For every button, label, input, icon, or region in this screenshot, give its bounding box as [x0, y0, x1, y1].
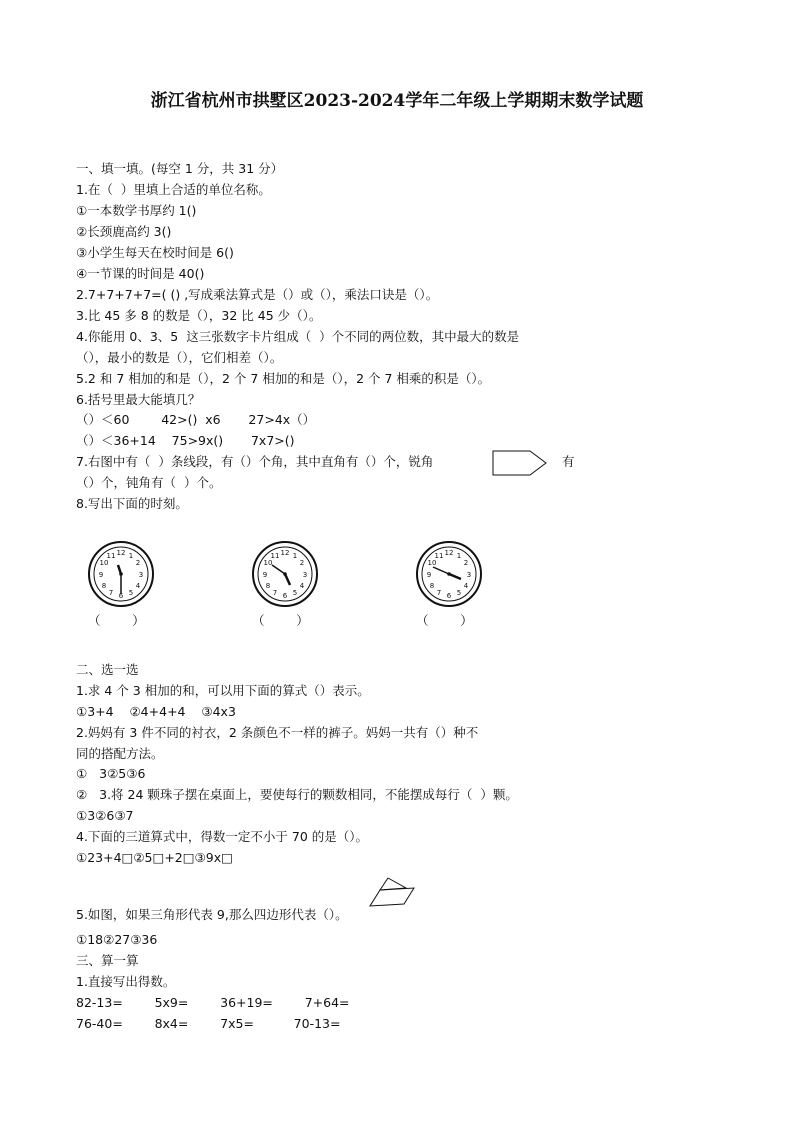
section-1-header: 一、填一填。(每空 1 分，共 31 分）	[76, 161, 284, 176]
page-title: 浙江省杭州市拱墅区2023-2024学年二年级上学期期末数学试题	[150, 91, 644, 111]
svg-text:12: 12	[280, 549, 290, 557]
section-3-header: 三、算一算	[76, 953, 139, 968]
question-line: ②长颈鹿高约 3()	[76, 224, 172, 239]
question-line: （）＜60 42>() x6 27>4x（）	[76, 412, 316, 427]
question-line: ② 3.将 24 颗珠子摆在桌面上，要使每行的颗数相同，不能摆成每行（ ）颗。	[76, 787, 518, 802]
question-line: 4.下面的三道算式中，得数一定不小于 70 的是（）。	[76, 829, 369, 844]
question-line: ①一本数学书厚约 1()	[76, 203, 197, 218]
svg-text:12: 12	[116, 549, 126, 557]
triangle-parallelogram-figure	[368, 876, 418, 914]
question-line: （）个，钝角有（ ）个。	[76, 475, 222, 490]
question-line: 5.如图，如果三角形代表 9,那么四边形代表（）。	[76, 907, 348, 922]
question-line: （），最小的数是（），它们相差（）。	[76, 350, 283, 365]
question-line: 8.写出下面的时刻。	[76, 496, 188, 511]
question-line: 1.求 4 个 3 相加的和，可以用下面的算式（）表示。	[76, 683, 370, 698]
svg-text:1: 1	[456, 552, 462, 560]
svg-text:6: 6	[446, 592, 452, 600]
question-line: 7.右图中有（ ）条线段，有（）个角，其中直角有（）个，锐角	[76, 454, 434, 469]
svg-text:8: 8	[101, 582, 107, 590]
svg-text:10: 10	[99, 559, 109, 567]
svg-text:5: 5	[456, 589, 462, 597]
question-line: 3.比 45 多 8 的数是（），32 比 45 少（）。	[76, 308, 322, 323]
svg-text:9: 9	[262, 571, 268, 579]
question-line-tail: 有	[562, 454, 575, 469]
question-line: 1.在（ ）里填上合适的单位名称。	[76, 182, 271, 197]
svg-text:8: 8	[265, 582, 271, 590]
question-line: ①18②27③36	[76, 932, 158, 947]
svg-text:2: 2	[463, 559, 469, 567]
clock-icon	[414, 538, 484, 610]
svg-text:9: 9	[426, 571, 432, 579]
svg-text:3: 3	[302, 571, 308, 579]
svg-text:4: 4	[299, 582, 305, 590]
question-line: ①3+4 ②4+4+4 ③4x3	[76, 704, 236, 719]
svg-text:3: 3	[138, 571, 144, 579]
question-line: 6.括号里最大能填几？	[76, 392, 201, 407]
svg-text:9: 9	[98, 571, 104, 579]
question-line: 5.2 和 7 相加的和是（），2 个 7 相加的和是（），2 个 7 相乘的积是（）。	[76, 371, 491, 386]
svg-text:12: 12	[444, 549, 454, 557]
svg-text:1: 1	[128, 552, 134, 560]
question-line: ④一节课的时间是 40()	[76, 266, 205, 281]
clock-answer-blank: （ ）	[88, 613, 145, 628]
question-line: 4.你能用 0、3、5 这三张数字卡片组成（ ）个不同的两位数，其中最大的数是	[76, 329, 520, 344]
question-line: ① 3②5③6	[76, 766, 146, 781]
svg-text:2: 2	[135, 559, 141, 567]
svg-text:5: 5	[292, 589, 298, 597]
svg-text:11: 11	[434, 552, 444, 560]
question-line: 2.妈妈有 3 件不同的衬衣，2 条颜色不一样的裤子。妈妈一共有（）种不	[76, 725, 479, 740]
section-2-header: 二、选一选	[76, 662, 139, 677]
svg-text:2: 2	[299, 559, 305, 567]
svg-text:7: 7	[272, 589, 278, 597]
clock-icon	[250, 538, 320, 610]
question-line: 2.7+7+7+7=( () ,写成乘法算式是（）或（），乘法口诀是（）。	[76, 287, 439, 302]
question-line: ③小学生每天在校时间是 6()	[76, 245, 234, 260]
svg-text:6: 6	[118, 592, 124, 600]
svg-text:6: 6	[282, 592, 288, 600]
question-line: （）＜36+14 75>9x() 7x7>()	[76, 433, 295, 448]
svg-text:5: 5	[128, 589, 134, 597]
clock-answer-blank: （ ）	[252, 613, 309, 628]
svg-text:3: 3	[466, 571, 472, 579]
question-line: 1.直接写出得数。	[76, 974, 176, 989]
svg-text:11: 11	[270, 552, 280, 560]
svg-text:10: 10	[263, 559, 273, 567]
svg-text:10: 10	[427, 559, 437, 567]
clock-answer-blank: （ ）	[416, 613, 473, 628]
svg-text:8: 8	[429, 582, 435, 590]
svg-text:7: 7	[436, 589, 442, 597]
svg-text:4: 4	[463, 582, 469, 590]
arithmetic-row: 76-40= 8x4= 7x5= 70-13=	[76, 1016, 341, 1031]
svg-text:7: 7	[108, 589, 114, 597]
question-line: 同的搭配方法。	[76, 746, 164, 761]
svg-text:1: 1	[292, 552, 298, 560]
arithmetic-row: 82-13= 5x9= 36+19= 7+64=	[76, 995, 350, 1010]
svg-text:11: 11	[106, 552, 116, 560]
question-line: ①23+4□②5□+2□③9x□	[76, 850, 233, 865]
clock-icon	[86, 538, 156, 610]
svg-text:4: 4	[135, 582, 141, 590]
question-line: ①3②6③7	[76, 808, 134, 823]
pentagon-figure	[492, 450, 548, 476]
